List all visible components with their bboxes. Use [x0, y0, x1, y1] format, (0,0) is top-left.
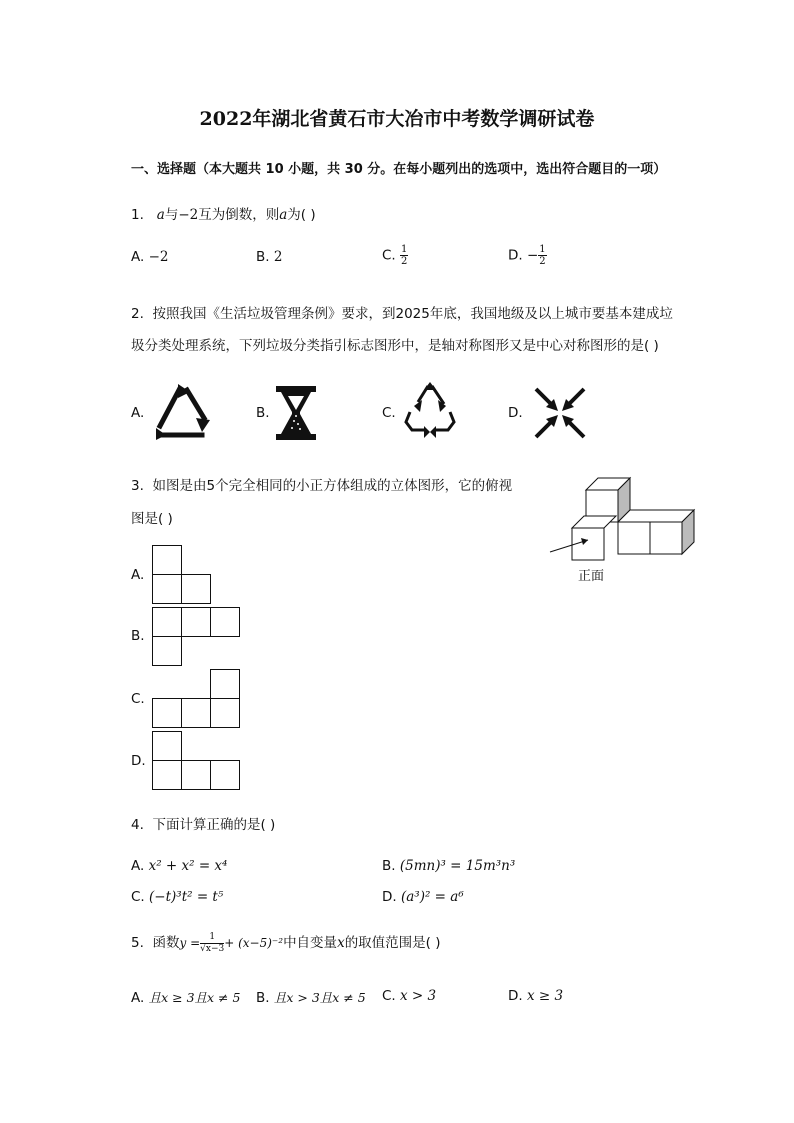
question-number: 3. [131, 478, 144, 494]
front-label: 正面 [578, 569, 605, 584]
four-arrows-inward-icon [534, 387, 586, 439]
recycle-arrows-icon [404, 382, 456, 440]
option-text: (a³)² = a⁶ [400, 889, 464, 905]
math-expr: y = [179, 936, 201, 950]
q3-option-a-label[interactable]: A. [131, 567, 145, 583]
stem-text: 为( ) [287, 207, 316, 223]
q4-option-c[interactable] [131, 889, 223, 905]
stem-text: 函数 [152, 935, 180, 951]
option-text: 2 [273, 249, 283, 265]
q4-option-b[interactable] [382, 858, 515, 874]
option-text: x ≥ 3 [526, 988, 564, 1004]
question-2-line-2: 圾分类处理系统，下列垃圾分类指引标志图形中，是轴对称图形又是中心对称图形的是( ) [131, 338, 659, 354]
option-label: B. [256, 249, 270, 265]
fraction: $\frac{1}{2}$ [539, 244, 546, 267]
minus-sign: − [526, 247, 539, 264]
q5-option-a[interactable] [131, 988, 240, 1006]
option-text: −2 [148, 249, 169, 265]
question-1-stem [131, 203, 316, 223]
q5-option-b[interactable] [256, 988, 366, 1006]
question-number: 4. [131, 817, 144, 833]
q3-option-b-grid [152, 607, 244, 667]
math-var: a [156, 207, 165, 223]
option-text: x² + x² = x⁴ [148, 858, 228, 874]
fraction: $\frac{1}{2}$ [401, 244, 408, 267]
stem-text: 按照我国《生活垃圾管理条例》要求，到2025年底，我国地级及以上城市要基本建成垃 [152, 306, 673, 322]
option-label: C. [382, 988, 396, 1004]
hourglass-icon [276, 386, 316, 440]
option-label: C. [382, 247, 396, 264]
question-number: 2. [131, 306, 144, 322]
question-3-line-1 [131, 474, 512, 494]
cube-stack-figure [548, 474, 698, 558]
stem-text: 与 [164, 207, 179, 223]
fraction: $\frac{1}{√x-3}$ [200, 931, 225, 954]
q2-option-d-label[interactable]: D. [508, 405, 523, 421]
q2-option-c-label[interactable]: C. [382, 405, 396, 421]
question-number: 5. [131, 935, 144, 951]
section-heading: 一、选择题（本大题共 10 小题，共 30 分。在每小题列出的选项中，选出符合题目的一项） [131, 162, 667, 177]
q1-option-d[interactable] [508, 244, 547, 267]
stem-text: 互为倒数，则 [198, 207, 280, 223]
question-5-stem [131, 931, 441, 955]
option-text: x > 3 [400, 988, 437, 1004]
q4-option-a[interactable] [131, 858, 227, 874]
stem-text: 下面计算正确的是( ) [152, 817, 276, 833]
option-label: D. [508, 988, 523, 1004]
stem-text: 中自变量 [283, 935, 338, 951]
math-var: x [337, 935, 345, 951]
stem-text: 的取值范围是( ) [344, 935, 441, 951]
q5-option-d[interactable] [508, 988, 563, 1004]
option-label: A. [131, 249, 145, 265]
q3-option-b-label[interactable]: B. [131, 628, 145, 644]
option-label: D. [382, 889, 397, 905]
q5-option-c[interactable] [382, 988, 436, 1004]
question-number: 1. [131, 207, 144, 223]
q1-option-b[interactable] [256, 249, 282, 265]
q3-option-c-label[interactable]: C. [131, 691, 145, 707]
stem-text: 如图是由5个完全相同的小正方体组成的立体图形，它的俯视 [152, 478, 513, 494]
q4-option-d[interactable] [382, 889, 464, 905]
math-number: −2 [178, 207, 199, 223]
option-text: 且x > 3且x ≠ 5 [273, 990, 366, 1005]
option-label: A. [131, 858, 145, 874]
q1-option-c[interactable] [382, 244, 408, 267]
math-var: a [279, 207, 288, 223]
question-3-line-2: 图是( ) [131, 511, 173, 527]
option-label: B. [382, 858, 396, 874]
question-4-stem [131, 813, 275, 833]
q3-option-c-grid [152, 669, 244, 729]
q3-option-d-grid [152, 731, 244, 791]
question-2-line-1 [131, 302, 673, 322]
q2-option-a-label[interactable]: A. [131, 405, 145, 421]
q1-option-a[interactable] [131, 249, 169, 265]
page-title: 2022年湖北省黄石市大冶市中考数学调研试卷 [199, 108, 595, 130]
option-label: C. [131, 889, 145, 905]
recycle-triangle-icon [152, 384, 214, 440]
q2-option-b-label[interactable]: B. [256, 405, 270, 421]
option-label: B. [256, 990, 270, 1006]
option-text: (−t)³t² = t⁵ [149, 889, 224, 905]
q3-option-a-grid [152, 545, 214, 605]
option-text: (5mn)³ = 15m³n³ [399, 858, 516, 874]
math-expr: + (x−5)⁻² [224, 936, 284, 950]
option-text: 且x ≥ 3且x ≠ 5 [148, 990, 241, 1005]
q3-option-d-label[interactable]: D. [131, 753, 146, 769]
option-label: D. [508, 247, 523, 264]
option-label: A. [131, 990, 145, 1006]
